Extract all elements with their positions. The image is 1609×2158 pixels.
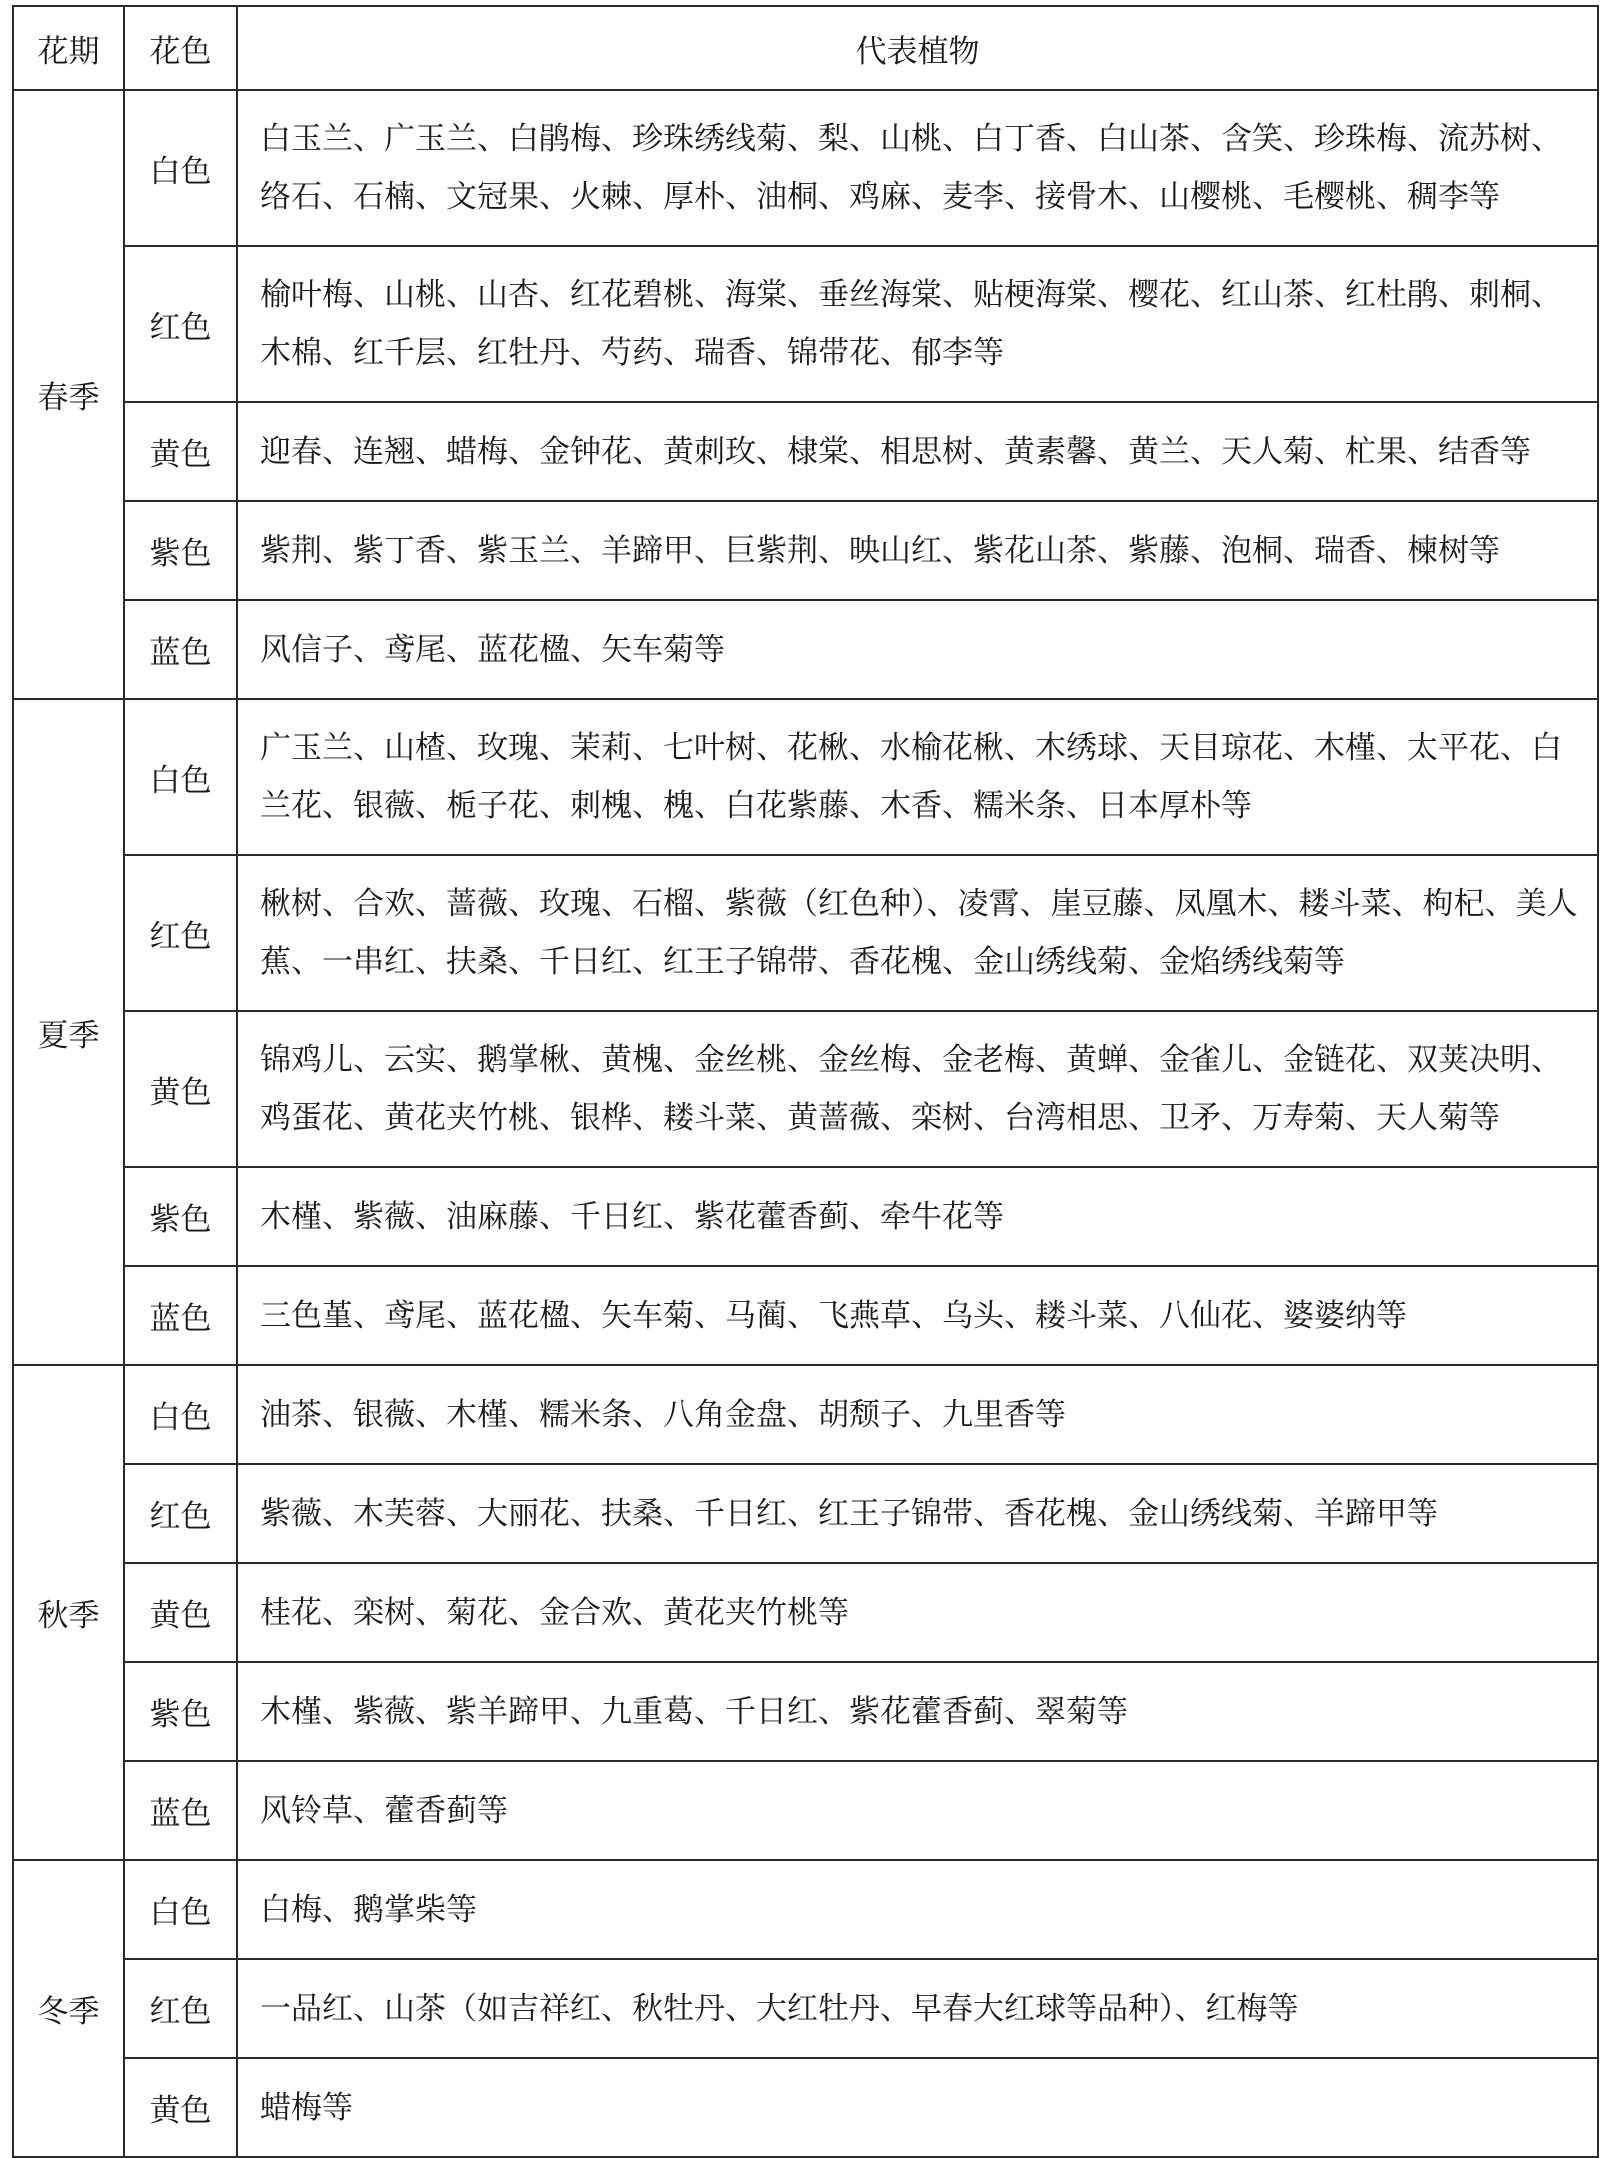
season-cell-summer: 夏季 — [13, 699, 124, 1365]
plants-cell: 风信子、鸢尾、蓝花楹、矢车菊等 — [237, 600, 1598, 699]
color-cell: 黄色 — [124, 2058, 237, 2157]
table-row — [13, 246, 1598, 402]
color-cell: 紫色 — [124, 1167, 237, 1266]
plants-cell: 三色堇、鸢尾、蓝花楹、矢车菊、马蔺、飞燕草、乌头、耧斗菜、八仙花、婆婆纳等 — [237, 1266, 1598, 1365]
header-season: 花期 — [13, 6, 124, 90]
flower-color-table — [12, 5, 1599, 2158]
color-cell: 蓝色 — [124, 1266, 237, 1365]
table-row — [13, 1266, 1598, 1365]
table-row — [13, 2058, 1598, 2157]
plants-cell: 紫荆、紫丁香、紫玉兰、羊蹄甲、巨紫荆、映山红、紫花山茶、紫藤、泡桐、瑞香、楝树等 — [237, 501, 1598, 600]
color-cell: 黄色 — [124, 402, 237, 501]
season-cell-spring: 春季 — [13, 90, 124, 699]
table-row — [13, 1761, 1598, 1860]
color-cell: 红色 — [124, 1464, 237, 1563]
color-cell: 白色 — [124, 1860, 237, 1959]
plants-cell: 广玉兰、山楂、玫瑰、茉莉、七叶树、花楸、水榆花楸、木绣球、天目琼花、木槿、太平花、白兰花、银薇、栀子花、刺槐、槐、白花紫藤、木香、糯米条、日本厚朴等 — [237, 699, 1598, 855]
table-row — [13, 1365, 1598, 1464]
color-cell: 紫色 — [124, 501, 237, 600]
color-cell: 紫色 — [124, 1662, 237, 1761]
color-cell: 蓝色 — [124, 600, 237, 699]
season-cell-autumn: 秋季 — [13, 1365, 124, 1860]
plants-cell: 锦鸡儿、云实、鹅掌楸、黄槐、金丝桃、金丝梅、金老梅、黄蝉、金雀儿、金链花、双荚决明、鸡蛋花、黄花夹竹桃、银桦、耧斗菜、黄蔷薇、栾树、台湾相思、卫矛、万寿菊、天人菊等 — [237, 1011, 1598, 1167]
plants-cell: 蜡梅等 — [237, 2058, 1598, 2157]
color-cell: 白色 — [124, 1365, 237, 1464]
plants-cell: 榆叶梅、山桃、山杏、红花碧桃、海棠、垂丝海棠、贴梗海棠、樱花、红山茶、红杜鹃、刺桐、木棉、红千层、红牡丹、芍药、瑞香、锦带花、郁李等 — [237, 246, 1598, 402]
color-cell: 黄色 — [124, 1011, 237, 1167]
color-cell: 红色 — [124, 1959, 237, 2058]
table-row — [13, 1011, 1598, 1167]
table-row — [13, 1860, 1598, 1959]
plants-cell: 油茶、银薇、木槿、糯米条、八角金盘、胡颓子、九里香等 — [237, 1365, 1598, 1464]
table-row — [13, 1464, 1598, 1563]
plants-cell: 紫薇、木芙蓉、大丽花、扶桑、千日红、红王子锦带、香花槐、金山绣线菊、羊蹄甲等 — [237, 1464, 1598, 1563]
header-row — [13, 6, 1598, 90]
color-cell: 蓝色 — [124, 1761, 237, 1860]
plants-cell: 桂花、栾树、菊花、金合欢、黄花夹竹桃等 — [237, 1563, 1598, 1662]
color-cell: 黄色 — [124, 1563, 237, 1662]
color-cell: 红色 — [124, 855, 237, 1011]
plants-cell: 木槿、紫薇、油麻藤、千日红、紫花藿香蓟、牵牛花等 — [237, 1167, 1598, 1266]
header-color: 花色 — [124, 6, 237, 90]
plants-cell: 白玉兰、广玉兰、白鹃梅、珍珠绣线菊、梨、山桃、白丁香、白山茶、含笑、珍珠梅、流苏树、络石、石楠、文冠果、火棘、厚朴、油桐、鸡麻、麦李、接骨木、山樱桃、毛樱桃、稠李等 — [237, 90, 1598, 246]
plants-cell: 迎春、连翘、蜡梅、金钟花、黄刺玫、棣棠、相思树、黄素馨、黄兰、天人菊、杧果、结香等 — [237, 402, 1598, 501]
table-row — [13, 402, 1598, 501]
table-row — [13, 855, 1598, 1011]
table-row — [13, 699, 1598, 855]
table-row — [13, 90, 1598, 246]
table-row — [13, 1563, 1598, 1662]
color-cell: 白色 — [124, 699, 237, 855]
table-row — [13, 1959, 1598, 2058]
season-cell-winter: 冬季 — [13, 1860, 124, 2157]
header-plants: 代表植物 — [237, 6, 1598, 90]
table-row — [13, 600, 1598, 699]
plants-cell: 木槿、紫薇、紫羊蹄甲、九重葛、千日红、紫花藿香蓟、翠菊等 — [237, 1662, 1598, 1761]
table-row — [13, 501, 1598, 600]
plants-cell: 楸树、合欢、蔷薇、玫瑰、石榴、紫薇（红色种）、凌霄、崖豆藤、凤凰木、耧斗菜、枸杞、美人蕉、一串红、扶桑、千日红、红王子锦带、香花槐、金山绣线菊、金焰绣线菊等 — [237, 855, 1598, 1011]
plants-cell: 风铃草、藿香蓟等 — [237, 1761, 1598, 1860]
plants-cell: 白梅、鹅掌柴等 — [237, 1860, 1598, 1959]
table-row — [13, 1167, 1598, 1266]
table-row — [13, 1662, 1598, 1761]
color-cell: 红色 — [124, 246, 237, 402]
plants-cell: 一品红、山茶（如吉祥红、秋牡丹、大红牡丹、早春大红球等品种）、红梅等 — [237, 1959, 1598, 2058]
color-cell: 白色 — [124, 90, 237, 246]
